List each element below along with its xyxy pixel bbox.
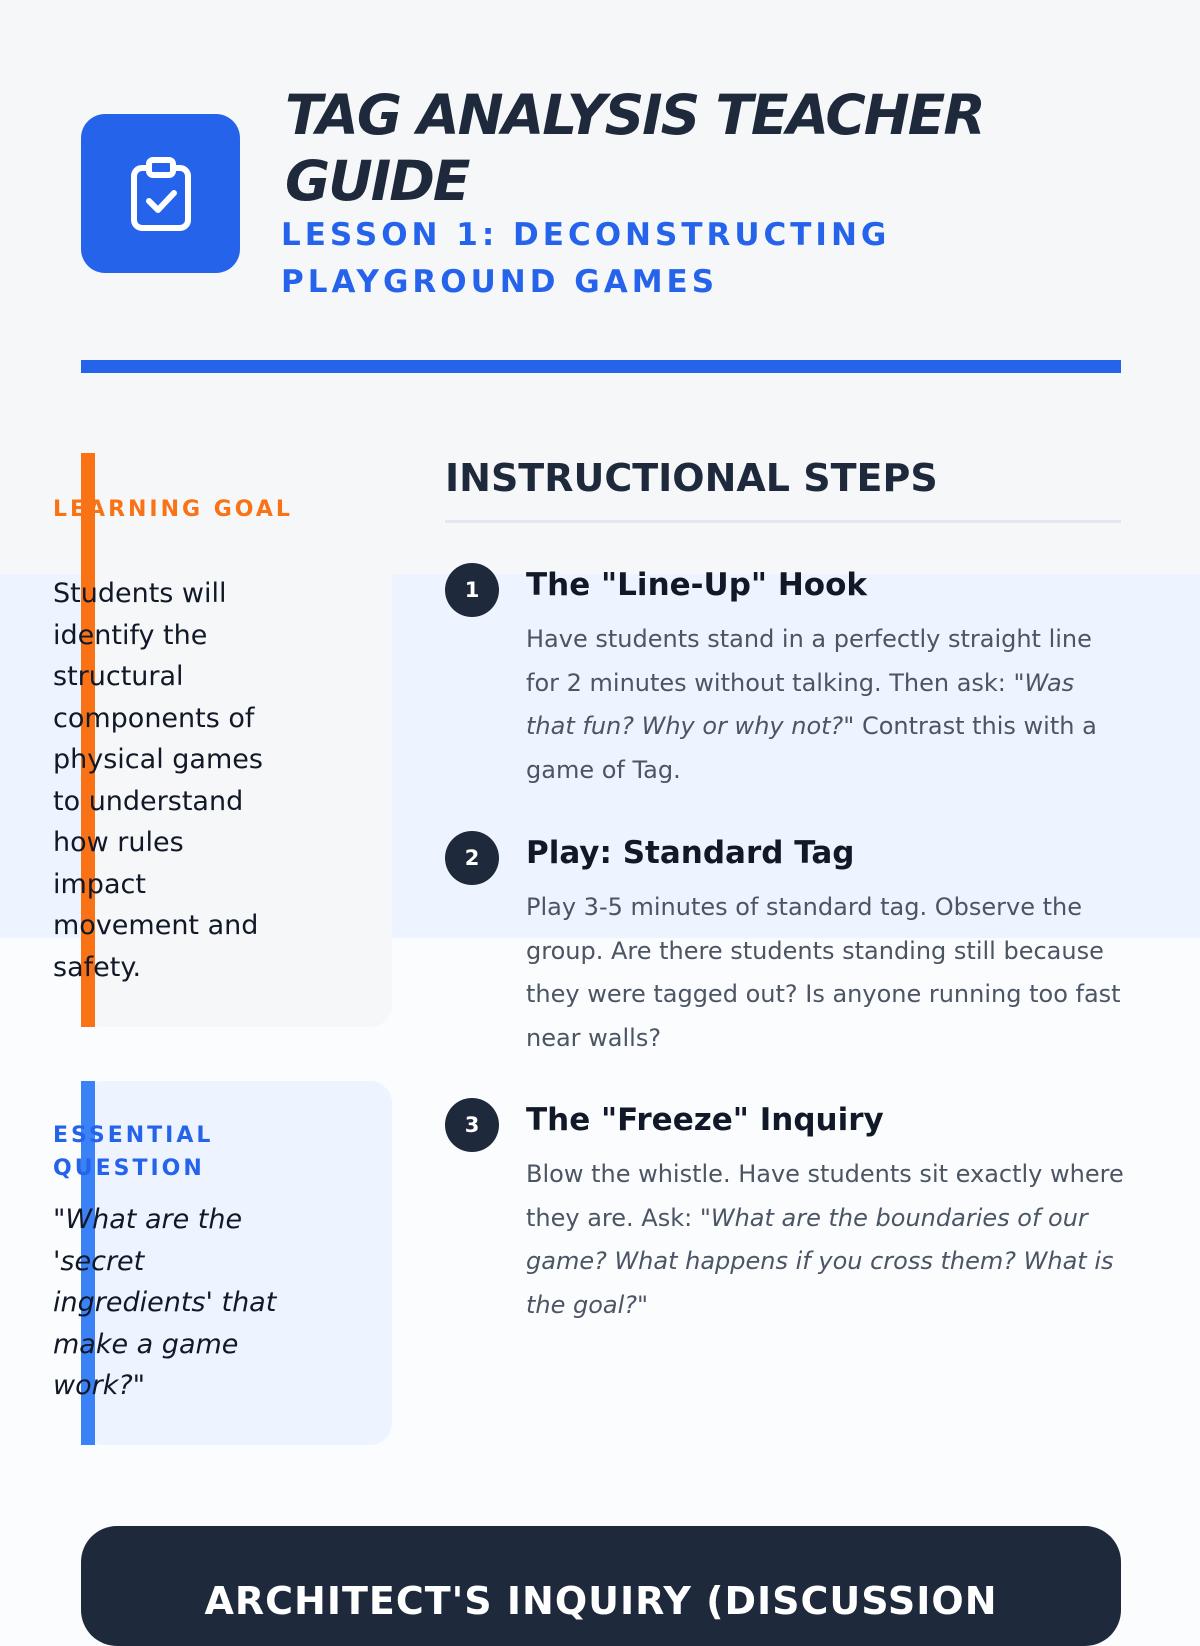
header-divider [81, 360, 1121, 373]
steps-divider [445, 520, 1121, 523]
learning-goal-label: LEARNING GOAL [53, 497, 293, 522]
step-number-badge: 2 [445, 831, 499, 885]
architects-inquiry-heading: ARCHITECT'S INQUIRY (DISCUSSION [204, 1579, 998, 1623]
page-title: TAG ANALYSIS TEACHER GUIDE [285, 83, 984, 213]
step-body: Have students stand in a perfectly straight line for 2 minutes without talking. Then ask: "Was that fun? Why or why not?" Contrast this with a game of Tag. [526, 625, 1097, 784]
lesson-subtitle: LESSON 1: DECONSTRUCTING PLAYGROUND GAMES [281, 217, 891, 300]
clipboard-check-icon [81, 114, 240, 273]
step-body: Blow the whistle. Have students sit exactly where they are. Ask: "What are the boundaries of our game? What happens if you cross them? What is the goal?" [526, 1160, 1124, 1319]
step-quote: "What are the boundaries of our game? What happens if you cross them? What is the goal?" [526, 1203, 1114, 1319]
instructional-steps-heading: INSTRUCTIONAL STEPS [445, 456, 938, 500]
step-title: Play: Standard Tag [526, 835, 855, 871]
step-number-badge: 3 [445, 1098, 499, 1152]
step-title: The "Line-Up" Hook [526, 567, 867, 603]
essential-question-text: "What are the 'secret ingredients' that make a game work?" [53, 1204, 277, 1401]
architects-inquiry-panel [81, 1526, 1121, 1646]
learning-goal-text: Students will identify the structural components of physical games to understand how rules impact movement and safety. [53, 578, 263, 983]
step-body: Play 3-5 minutes of standard tag. Observe the group. Are there students standing still because they were tagged out? Is anyone running too fast near walls? [526, 893, 1121, 1052]
step-quote: "Was that fun? Why or why not?" [526, 668, 1075, 740]
step-number-badge: 1 [445, 563, 499, 617]
essential-question-label: ESSENTIAL QUESTION [53, 1123, 214, 1181]
step-title: The "Freeze" Inquiry [526, 1102, 884, 1138]
